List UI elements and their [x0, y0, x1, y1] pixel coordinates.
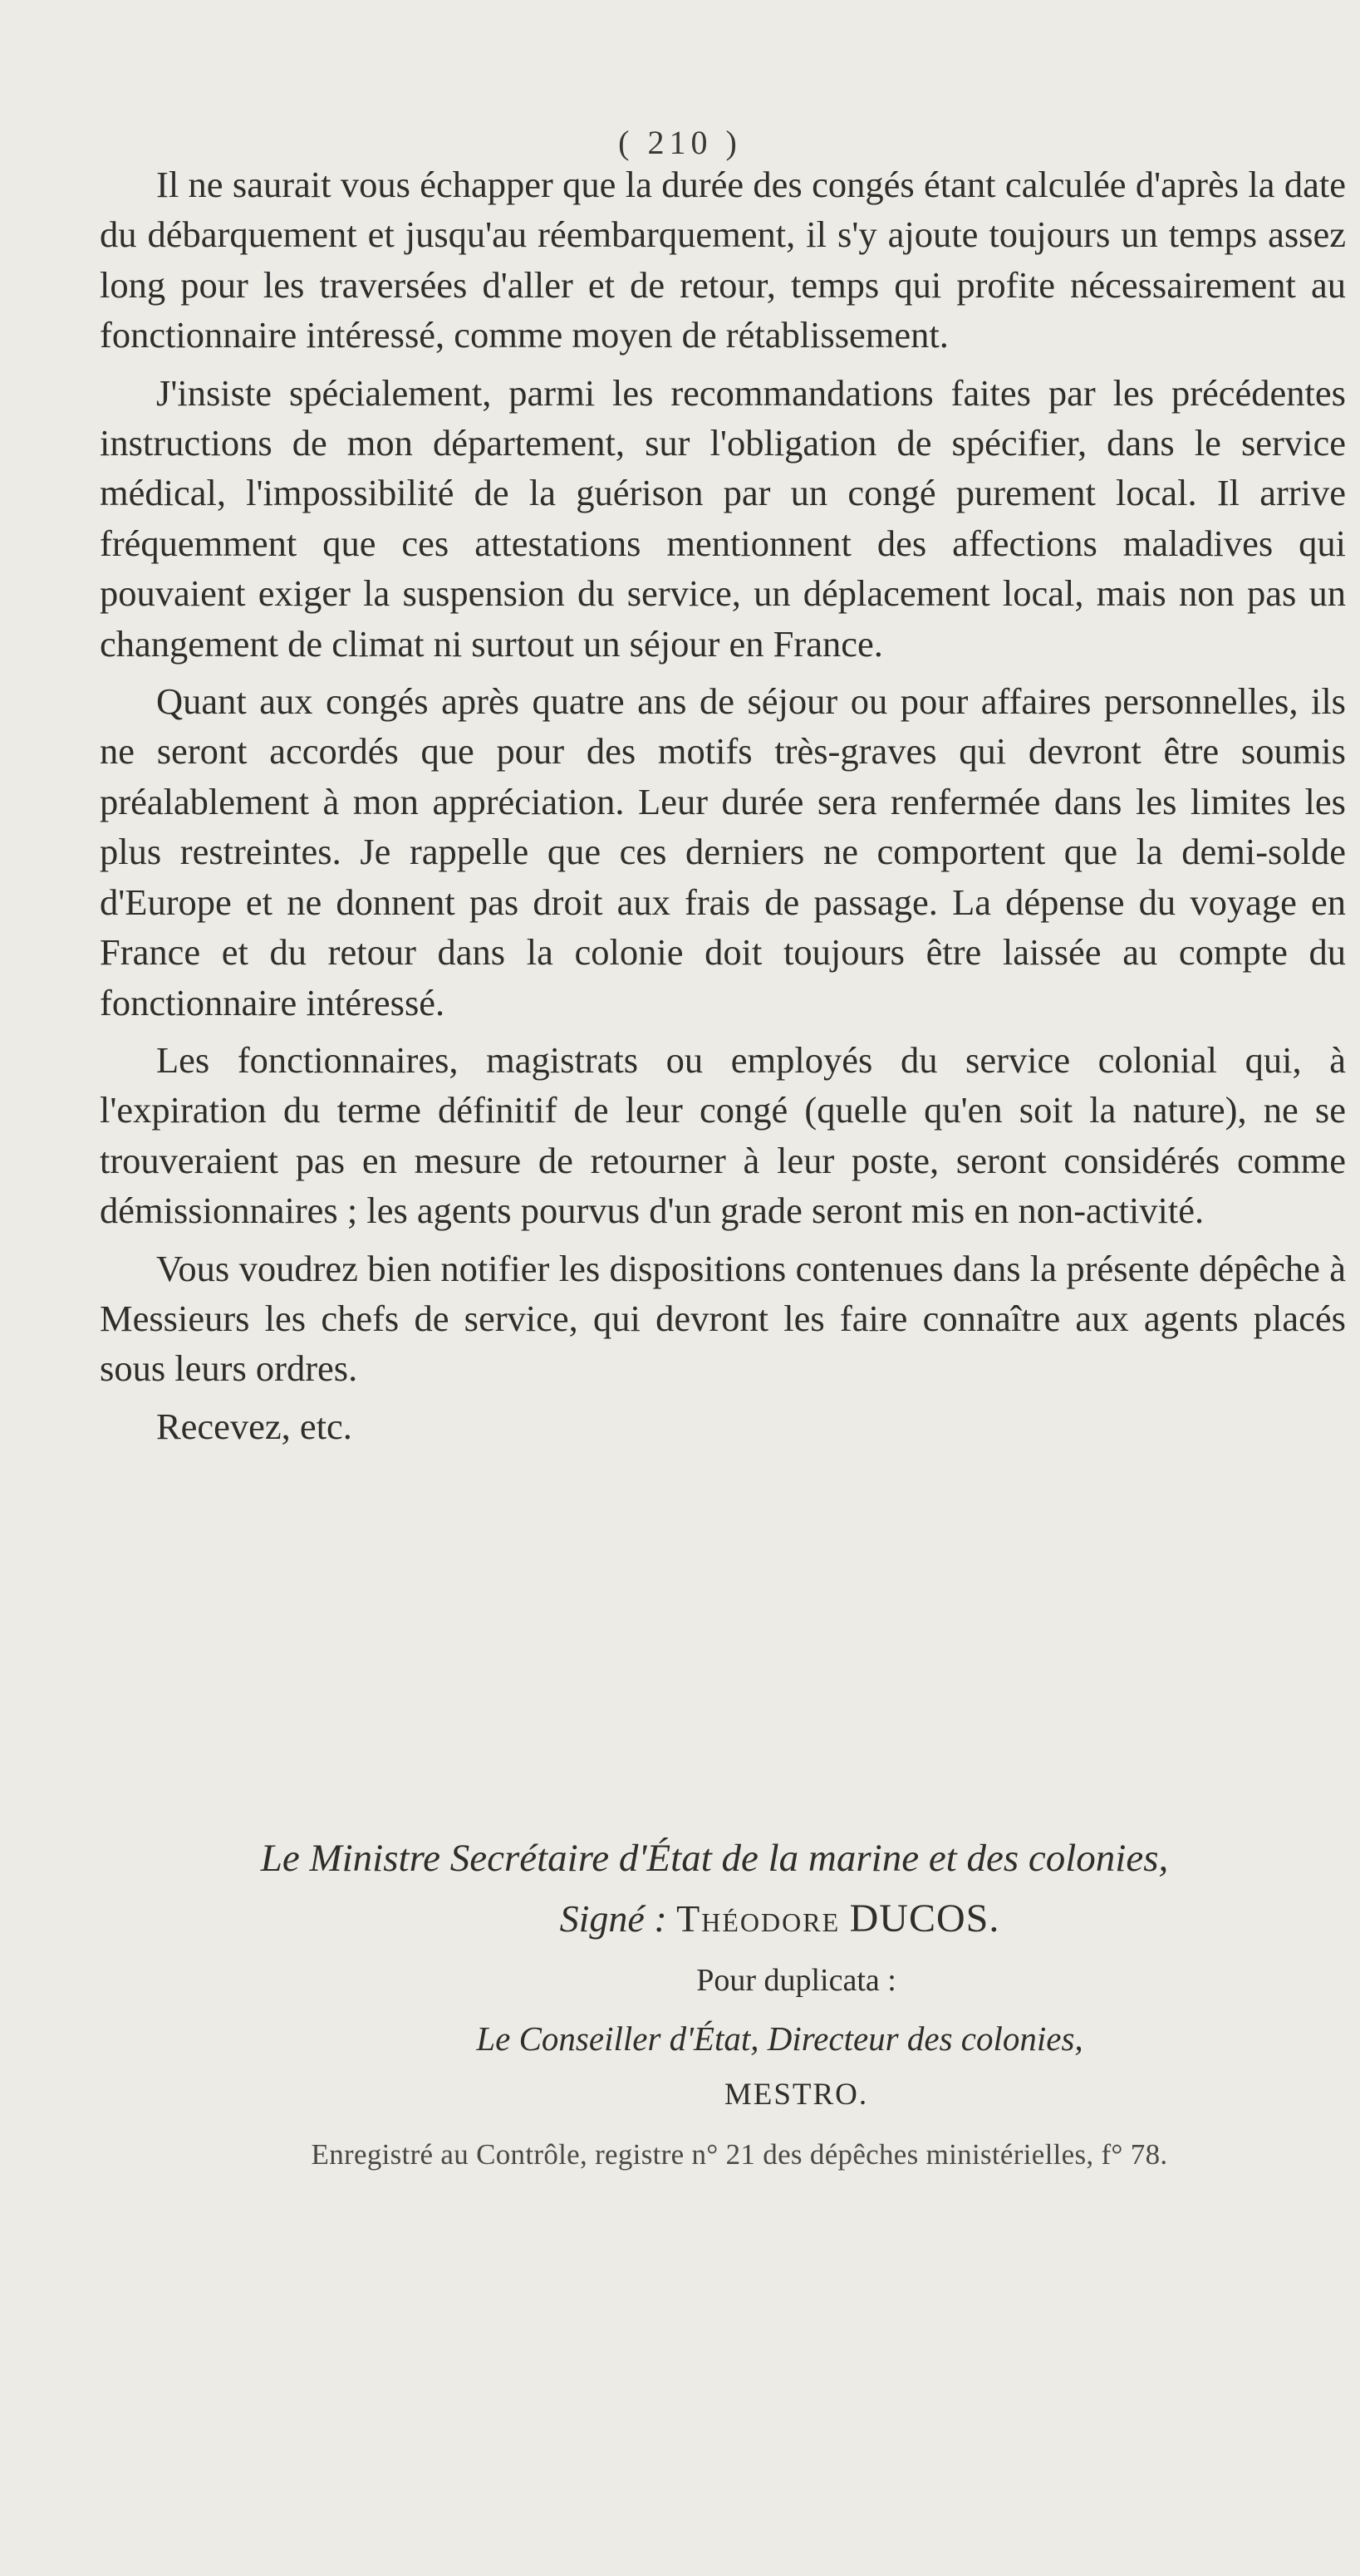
minister-signature: [100, 1896, 1360, 1941]
signer-last-name: DUCOS.: [849, 1896, 1000, 1941]
minister-title: Le Ministre Secrétaire d'État de la marine et des colonies,: [260, 1837, 1169, 1880]
signed-label: Signé :: [559, 1897, 667, 1940]
body-text: [100, 159, 1346, 1451]
paragraph-4: Les fonctionnaires, magistrats ou employés du service colonial qui, à l'expiration du terme définitif de leur congé (quelle qu'en soit la nature), ne se trouveraient pas en mesure de retourner à leur poste, seront considérés comme démissionnaires ; les agents pourvus d'un grade seront mis en non-activité.: [100, 1038, 1346, 1232]
signer-first-name: Théodore: [676, 1897, 841, 1940]
paragraph-5: Vous voudrez bien notifier les dispositions contenues dans la présente dépêche à Messieurs les chefs de service, qui devront les faire connaître aux agents placés sous leurs ordres.: [100, 1247, 1346, 1390]
paragraph-2: J'insiste spécialement, parmi les recommandations faites par les précédentes instructions de mon département, sur l'obligation de spécifier, dans le service médical, l'impossibilité de la guérison par un congé purement local. Il arrive fréquemment que ces attestations mentionnent des affections maladives qui pouvaient exiger la suspension du service, un déplacement local, mais non pas un changement de climat ni surtout un séjour en France.: [100, 371, 1346, 665]
page-number: ( 210 ): [618, 124, 742, 161]
duplicate-label: Pour duplicata :: [696, 1963, 896, 1998]
paragraph-1: Il ne saurait vous échapper que la durée des congés étant calculée d'après la date du débarquement et jusqu'au réembarquement, il s'y ajoute toujours un temps assez long pour les traversées d'aller et de retour, temps qui profite nécessairement au fonctionnaire intéressé, comme moyen de rétablissement.: [100, 164, 1346, 356]
duplicate-signer-title: Le Conseiller d'État, Directeur des colonies,: [476, 2019, 1083, 2058]
paragraph-3: Quant aux congés après quatre ans de séjour ou pour affaires personnelles, ils ne seront accordés que pour des motifs très-graves qui devront être soumis préalablement à mon appréciation. Leur durée sera renfermée dans les limites les plus restreintes. Je rappelle que ces derniers ne comportent que la demi-solde d'Europe et ne donnent pas droit aux frais de passage. La dépense du voyage en France et du retour dans la colonie doit toujours être laissée au compte du fonctionnaire intéressé.: [100, 680, 1346, 1023]
paragraph-closing: Recevez, etc.: [156, 1405, 352, 1447]
duplicate-signer-name: MESTRO.: [724, 2078, 869, 2112]
registration-note: Enregistré au Contrôle, registre n° 21 des dépêches ministérielles, f° 78.: [311, 2138, 1168, 2171]
